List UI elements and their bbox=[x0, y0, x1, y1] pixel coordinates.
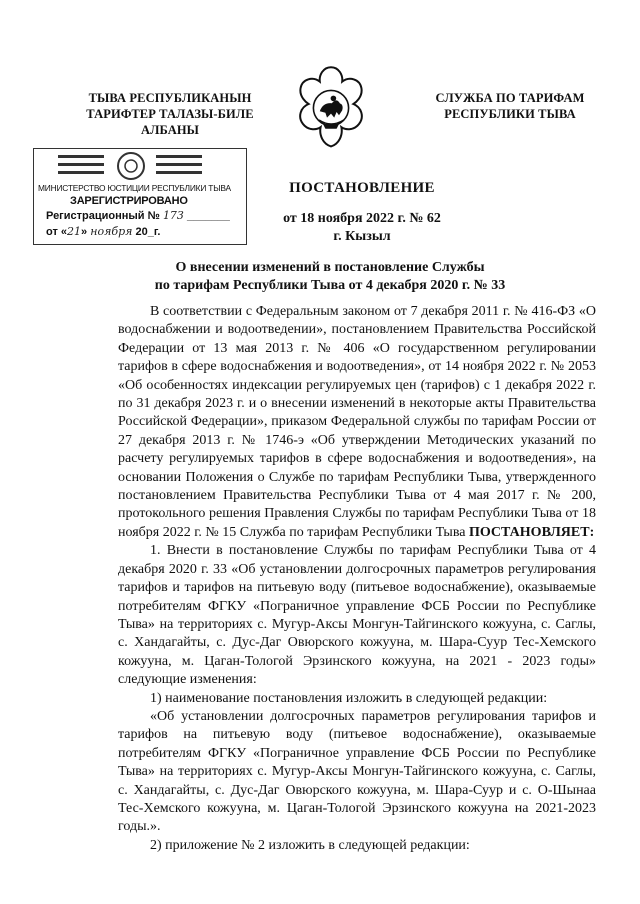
stamp-date-month: ноября bbox=[90, 225, 133, 238]
stamp-reg-label: Регистрационный № bbox=[46, 210, 160, 222]
preamble-paragraph bbox=[118, 303, 596, 542]
left-org-line-3: АЛБАНЫ bbox=[140, 123, 200, 137]
preamble-text: В соответствии с Федеральным законом от 7 декабря 2011 г. № 416-ФЗ «О водоснабжении и водоотведении», постановлением Правительства Российской Федерации от 13 мая 2013 г. № 406 «О государственном регулировании тарифов в сфере водоснабжения и водоотведения», от 14 ноября 2022 г. № 2053 «Об особенностях индексации регулируемых цен (тарифов) с 1 декабря 2022 г. по 31 декабря 2023 г. и о внесении изменений в некоторые акты Правительства Российской Федерации», приказом Федеральной службы по тарифам России от 27 декабря 2013 г. № 1746-э «Об утверждении Методических указаний по расчету регулируемых тарифов в сфере водоснабжения и водоотведения», на основании Положения о Службе по тарифам Республики Тыва, утвержденного постановлением Правительства Республики Тыва от 4 мая 2017 г. № 200, протокольного решения Правления Службы по тарифам Республики Тыва от 18 ноября 2022 г. № 15 Служба по тарифам Республики Тыва bbox=[118, 304, 596, 540]
stamp-registration-number: Регистрационный № 173 _______ bbox=[46, 209, 230, 222]
document-city: г. Кызыл bbox=[333, 229, 391, 244]
left-organization-name bbox=[70, 90, 270, 138]
subitem-2-paragraph: 2) приложение № 2 изложить в следующей редакции: bbox=[150, 837, 470, 853]
document-date-number: от 18 ноября 2022 г. № 62 bbox=[283, 211, 441, 226]
stamp-ministry-name: МИНИСТЕРСТВО ЮСТИЦИИ РЕСПУБЛИКИ ТЫВА bbox=[38, 183, 231, 193]
left-org-line-2: ТАРИФТЕР ТАЛАЗЫ-БИЛЕ bbox=[86, 107, 254, 121]
subject-line-2: по тарифам Республики Тыва от 4 декабря 2020 г. № 33 bbox=[154, 278, 506, 293]
stamp-registration-date: от «21» ноября 20_г. bbox=[46, 225, 161, 238]
quoted-title-paragraph: «Об установлении долгосрочных параметров регулирования тарифов и тарифов на питьевую воду (питьевое водоснабжение), оказываемые потребителям ФГКУ «Пограничное управление ФСБ России по Республике Тыва» на территориях с. Мугур-Аксы Монгун-Тайгинского кожууна, с. Саглы, с. Хандагайты, с. Дус-Даг Овюрского кожууна, м. Шара-Суур и с. О-Шынаа Тес-Хемского кожууна, м. Цаган-Тологой Эрзинского кожууна на 2021-2023 годы.». bbox=[118, 708, 596, 835]
document-body bbox=[118, 303, 596, 855]
decree-word: ПОСТАНОВЛЯЕТ: bbox=[468, 524, 595, 540]
right-organization-name bbox=[410, 90, 610, 122]
stamp-date-year: 20 bbox=[135, 226, 148, 238]
ministry-seal-icon bbox=[56, 151, 206, 181]
stamp-reg-number: 173 bbox=[162, 209, 184, 222]
right-org-line-1: СЛУЖБА ПО ТАРИФАМ bbox=[435, 91, 585, 105]
item-1-paragraph: 1. Внести в постановление Службы по тарифам Республики Тыва от 4 декабря 2020 г. 33 «Об установлении долгосрочных параметров регулирования тарифов и тарифов на питьевую воду (питьевое водоснабжение), оказываемые потребителям ФГКУ «Пограничное управление ФСБ России по Республике Тыва» на территориях с. Мугур-Аксы Монгун-Тайгинского кожууна, с. Саглы, с. Хандагайты, с. Дус-Даг Овюрского кожууна, м. Шара-Суур Тес-Хемского кожууна, м. Цаган-Тологой Эрзинского кожууна, на 2021 - 2023 годы» следующие изменения: bbox=[118, 543, 596, 688]
stamp-registered-label: ЗАРЕГИСТРИРОВАНО bbox=[70, 195, 188, 207]
stamp-date-day: 21 bbox=[67, 225, 82, 238]
stamp-date-prefix: от « bbox=[46, 226, 68, 238]
tuva-emblem-icon bbox=[295, 64, 367, 156]
registration-stamp bbox=[33, 148, 247, 245]
document-type: ПОСТАНОВЛЕНИЕ bbox=[289, 180, 435, 196]
subject-line-1: О внесении изменений в постановление Службы bbox=[175, 260, 485, 275]
document-subject bbox=[120, 259, 540, 295]
stamp-date-suffix: г. bbox=[153, 226, 161, 238]
left-org-line-1: ТЫВА РЕСПУБЛИКАНЫН bbox=[88, 91, 252, 105]
subitem-1-paragraph: 1) наименование постановления изложить в следующей редакции: bbox=[150, 690, 548, 706]
right-org-line-2: РЕСПУБЛИКИ ТЫВА bbox=[444, 107, 576, 121]
stamp-date-mid: » bbox=[81, 226, 88, 238]
